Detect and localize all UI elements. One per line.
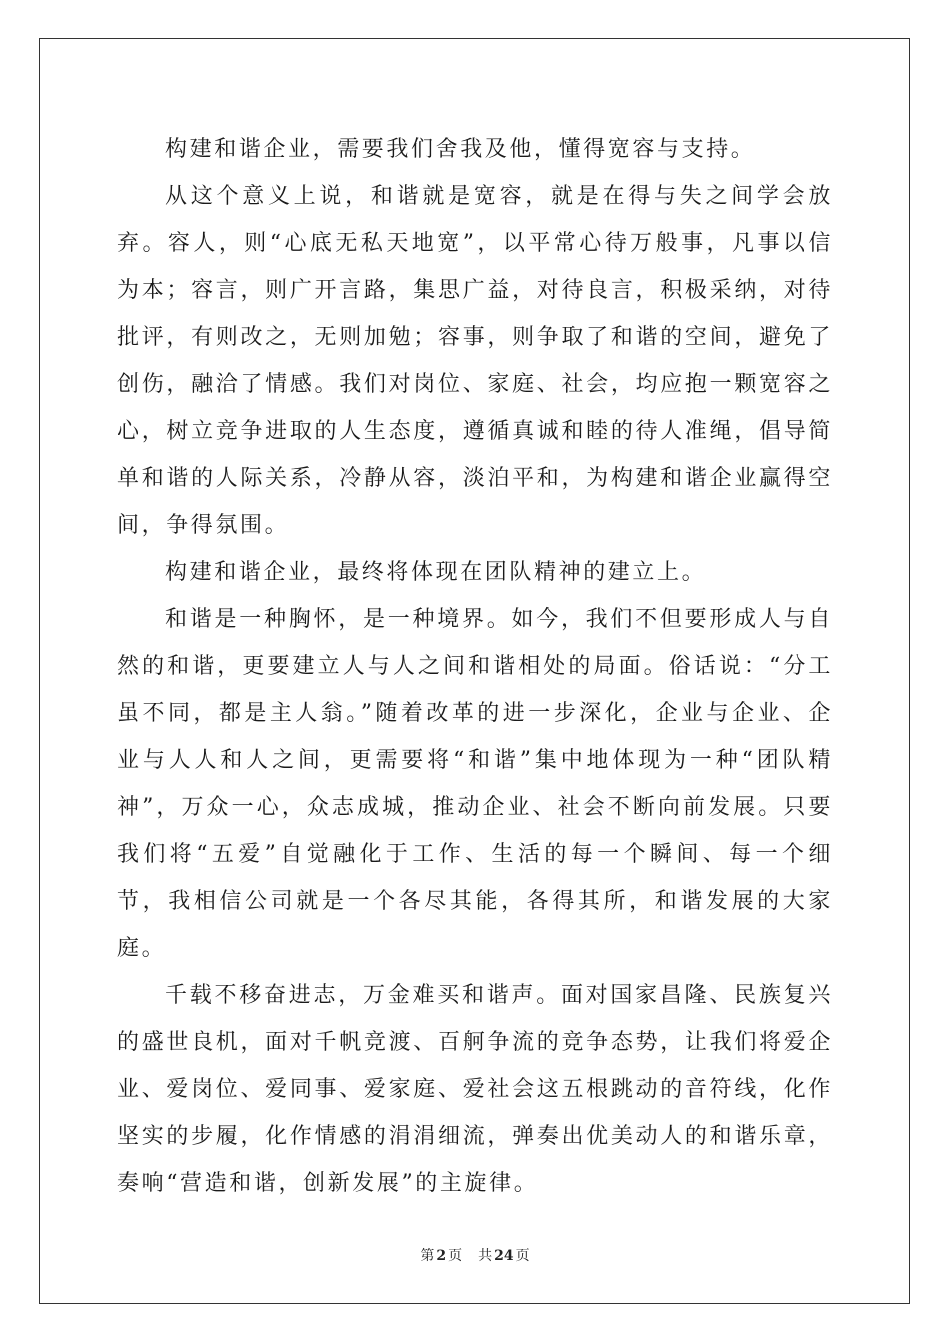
- paragraph: 构建和谐企业，需要我们舍我及他，懂得宽容与支持。: [165, 137, 756, 162]
- paragraph: 千载不移奋进志，万金难买和谐声。面对国家昌隆、民族复兴的盛世良机，面对千帆竞渡、百舸争流的竞争态势，让我们将爱企业、爱岗位、爱同事、爱家庭、爱社会这五根跳动的音符线，化作坚实的步履，化作情感的涓涓细流，弹奏出优美动人的和谐乐章，奏响“营造和谐，创新发展”的主旋律。: [117, 983, 833, 1196]
- total-suffix: 页: [515, 1248, 530, 1264]
- page-suffix: 页: [448, 1248, 463, 1264]
- total-page-count: 24: [494, 1248, 514, 1264]
- current-page-number: 2: [436, 1248, 447, 1264]
- page-footer: [0, 1245, 950, 1265]
- paragraph: 从这个意义上说，和谐就是宽容，就是在得与失之间学会放弃。容人，则“心底无私天地宽”，以平常心待万般事，凡事以信为本；容言，则广开言路，集思广益，对待良言，积极采纳，对待批评，有则改之，无则加勉；容事，则争取了和谐的空间，避免了创伤，融洽了情感。我们对岗位、家庭、社会，均应抱一颗宽容之心，树立竞争进取的人生态度，遵循真诚和睦的待人准绳，倡导简单和谐的人际关系，冷静从容，淡泊平和，为构建和谐企业赢得空间，争得氛围。: [117, 184, 833, 538]
- page-prefix: 第: [420, 1248, 435, 1264]
- paragraph: 和谐是一种胸怀，是一种境界。如今，我们不但要形成人与自然的和谐，更要建立人与人之间和谐相处的局面。俗话说：“分工虽不同，都是主人翁。”随着改革的进一步深化，企业与企业、企业与人人和人之间，更需要将“和谐”集中地体现为一种“团队精神”，万众一心，众志成城，推动企业、社会不断向前发展。只要我们将“五爱”自觉融化于工作、生活的每一个瞬间、每一个细节，我相信公司就是一个各尽其能，各得其所，和谐发展的大家庭。: [117, 607, 833, 961]
- paragraph: 构建和谐企业，最终将体现在团队精神的建立上。: [165, 560, 707, 585]
- total-prefix: 共: [478, 1248, 493, 1264]
- document-body: [117, 126, 833, 1207]
